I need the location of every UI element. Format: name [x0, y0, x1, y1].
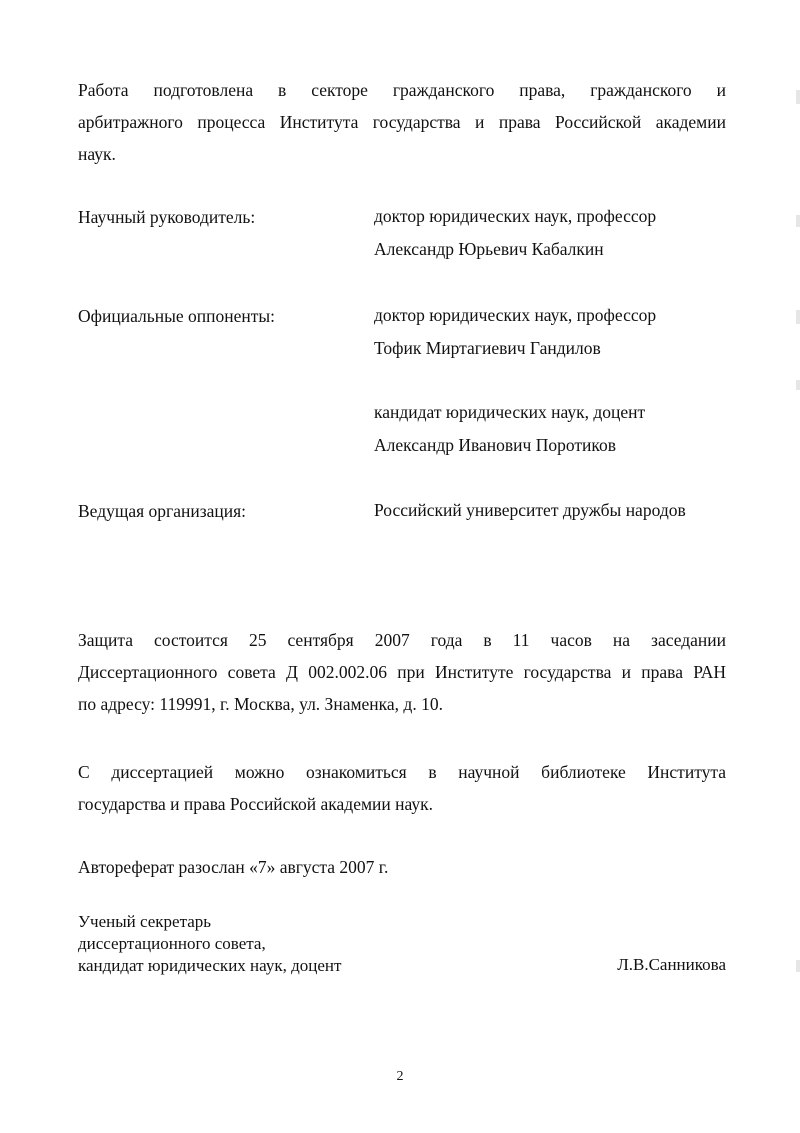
opponent-second-name: Александр Иванович Поротиков: [374, 435, 617, 455]
defense-line: по адресу: 119991, г. Москва, ул. Знаменка, д. 10.: [78, 694, 443, 714]
secretary-degree: кандидат юридических наук, доцент: [78, 956, 342, 975]
defense-line: Защита состоится 25 сентября 2007 года в 11 часов на заседании: [78, 630, 726, 650]
supervisor-label: Научный руководитель:: [78, 207, 256, 227]
defense-paragraph: [78, 624, 726, 720]
scan-edge-mark: [796, 90, 800, 104]
secretary-council: диссертационного совета,: [78, 934, 266, 953]
supervisor-value: [374, 200, 656, 266]
lead-org-value: Российский университет дружбы народов: [374, 500, 686, 520]
opponents-label: Официальные оппоненты:: [78, 306, 275, 326]
page-number: 2: [396, 1069, 404, 1084]
supervisor-degree: доктор юридических наук, профессор: [374, 206, 657, 226]
intro-line: Работа подготовлена в секторе гражданского права, гражданского и: [78, 80, 726, 100]
opponent-first-degree: доктор юридических наук, профессор: [374, 305, 657, 325]
library-line: С диссертацией можно ознакомиться в научной библиотеке Института: [78, 762, 726, 782]
library-paragraph: [78, 756, 726, 820]
opponent-first: [374, 299, 656, 365]
opponent-second: [374, 396, 645, 462]
intro-paragraph: [78, 74, 726, 170]
supervisor-name: Александр Юрьевич Кабалкин: [374, 239, 604, 259]
scan-edge-mark: [796, 310, 800, 324]
secretary-block: [78, 911, 341, 977]
intro-line: наук.: [78, 144, 116, 164]
intro-line: арбитражного процесса Института государства и права Российской академии: [78, 112, 726, 132]
opponent-second-degree: кандидат юридических наук, доцент: [374, 402, 646, 422]
sent-date: Автореферат разослан «7» августа 2007 г.: [78, 857, 389, 877]
scan-edge-mark: [796, 215, 800, 227]
scan-edge-mark: [796, 380, 800, 390]
defense-line: Диссертационного совета Д 002.002.06 при Институте государства и права РАН: [78, 662, 726, 682]
lead-org-label: Ведущая организация:: [78, 501, 247, 521]
library-line: государства и права Российской академии наук.: [78, 794, 434, 814]
secretary-name: Л.В.Санникова: [617, 955, 726, 974]
opponent-first-name: Тофик Миртагиевич Гандилов: [374, 338, 601, 358]
secretary-title: Ученый секретарь: [78, 912, 212, 931]
scan-edge-mark: [796, 960, 800, 972]
